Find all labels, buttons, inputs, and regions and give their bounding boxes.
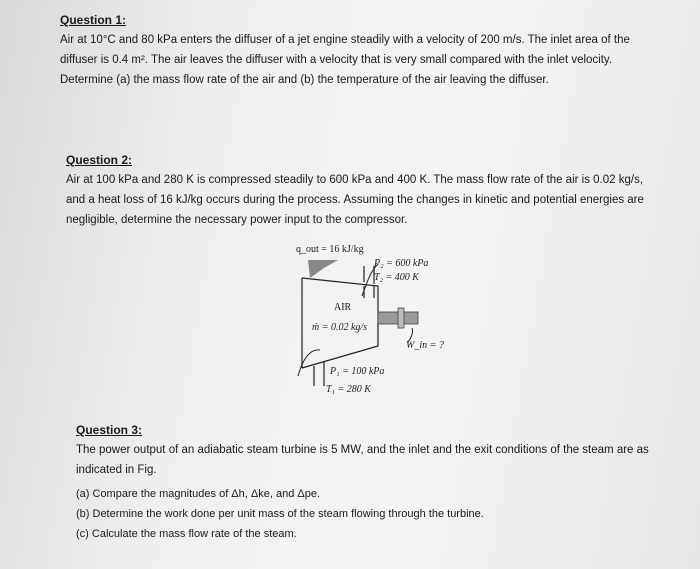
question-1 xyxy=(60,10,645,90)
inlet-pipe xyxy=(314,362,324,386)
shaft-coupling xyxy=(398,308,404,328)
t1-label: T₁ = 280 K xyxy=(326,384,371,395)
q-out-label: q_out = 16 kJ/kg xyxy=(296,244,364,255)
question-3-items xyxy=(76,484,656,544)
question-3-item-a: (a) Compare the magnitudes of Δh, Δke, and Δpe. xyxy=(76,488,321,500)
question-1-title: Question 1: xyxy=(60,13,127,27)
question-1-text: Air at 10°C and 80 kPa enters the diffuser of a jet engine steadily with a velocity of 200 m/s. The inlet area of the diffuser is 0.4 m². The air leaves the diffuser with a velocity that is very small compared with the inlet velocity. Determine (a) the mass flow rate of the air and (b) the temperature of the air leaving the diffuser. xyxy=(60,34,630,86)
p2-label: P₂ = 600 kPa xyxy=(374,258,429,269)
air-label: AIR xyxy=(334,302,352,313)
question-3 xyxy=(76,420,656,544)
question-3-item-c: (c) Calculate the mass flow rate of the steam. xyxy=(76,528,297,540)
compressor-diagram xyxy=(250,238,480,403)
question-2-text: Air at 100 kPa and 280 K is compressed steadily to 600 kPa and 400 K. The mass flow rate of the air is 0.02 kg/s, and a heat loss of 16 kJ/kg occurs during the process. Assuming the changes in kinetic and potential energies are negligible, determine the necessary power input to the compressor. xyxy=(66,174,644,226)
t2-label: T₂ = 400 K xyxy=(374,272,419,283)
inlet-flow-line xyxy=(298,350,320,376)
work-in-label: W_in = ? xyxy=(406,340,444,351)
p1-label: P₁ = 100 kPa xyxy=(330,366,385,377)
mass-flow-label: ṁ = 0.02 kg/s xyxy=(312,322,368,333)
question-3-text: The power output of an adiabatic steam turbine is 5 MW, and the inlet and the exit conditions of the steam are as indicated in Fig. xyxy=(76,444,649,476)
question-2 xyxy=(66,150,646,230)
question-3-title: Question 3: xyxy=(76,423,143,437)
question-3-item-b: (b) Determine the work done per unit mass of the steam flowing through the turbine. xyxy=(76,508,484,520)
heat-loss-arrow xyxy=(308,260,338,278)
question-2-title: Question 2: xyxy=(66,153,133,167)
